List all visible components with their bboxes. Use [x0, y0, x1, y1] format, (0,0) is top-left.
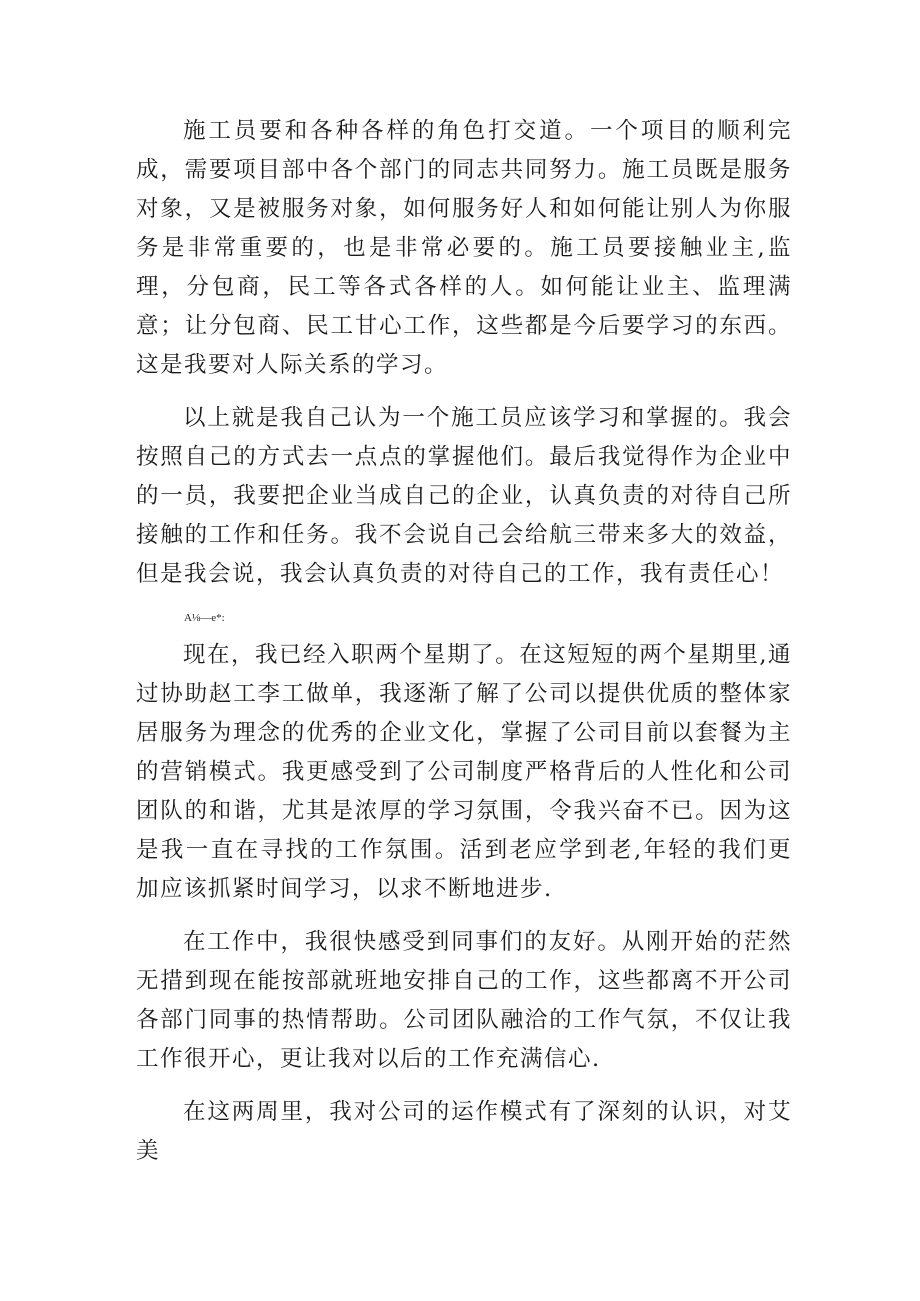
paragraph-conclusion: 以上就是我自己认为一个施工员应该学习和掌握的。我会按照自己的方式去一点点的掌握他们。最后我觉得作为企业中的一员，我要把企业当成自己的企业，认真负责的对待自己所接触的工作和任务。我不会说自己会给航三带来多大的效益，但是我会说，我会认真负责的对待自己的工作，我有责任心！ [136, 405, 792, 587]
paragraph-colleagues: 在工作中，我很快感受到同事们的友好。从刚开始的茫然无措到现在能按部就班地安排自己的工作，这些都离不开公司各部门同事的热情帮助。公司团队融洽的工作气氛，不仅让我工作很开心，更让我对以后的工作充满信心. [136, 929, 792, 1072]
paragraph-operation-mode: 在这两周里，我对公司的运作模式有了深刻的认识，对艾美 [136, 1099, 792, 1164]
garbled-mark: A⅛—e*: [184, 612, 225, 624]
document-body [136, 112, 792, 1185]
paragraph-two-weeks: 现在，我已经入职两个星期了。在这短短的两个星期里,通过协助赵工李工做单，我逐渐了解了公司以提供优质的整体家居服务为理念的优秀的企业文化，掌握了公司目前以套餐为主的营销模式。我更感受到了公司制度严格背后的人性化和公司团队的和谐，尤其是浓厚的学习氛围，令我兴奋不已。因为这是我一直在寻找的工作氛围。活到老应学到老,年轻的我们更加应该抓紧时间学习，以求不断地进步. [136, 642, 792, 902]
paragraph-interpersonal: 施工员要和各种各样的角色打交道。一个项目的顺利完成，需要项目部中各个部门的同志共同努力。施工员既是服务对象，又是被服务对象，如何服务好人和如何能让别人为你服务是非常重要的，也是非常必要的。施工员要接触业主,监理，分包商，民工等各式各样的人。如何能让业主、监理满意；让分包商、民工甘心工作，这些都是今后要学习的东西。这是我要对人际关系的学习。 [136, 118, 792, 378]
